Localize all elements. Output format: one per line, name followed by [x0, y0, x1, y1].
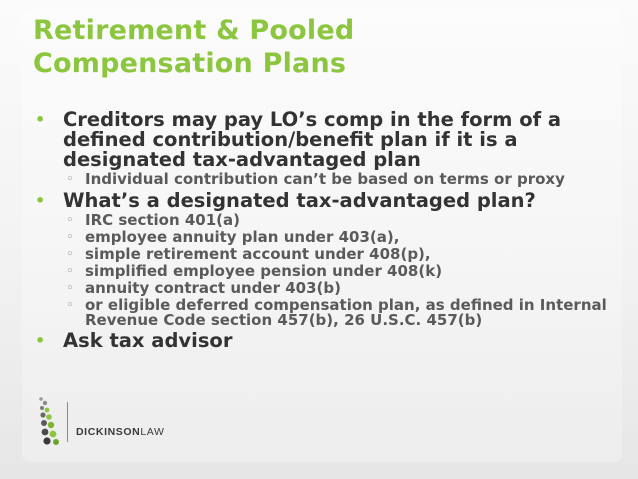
- sub-bullet-ring-icon: ◦: [66, 247, 74, 262]
- sub-bullet-ring-icon: ◦: [66, 298, 74, 313]
- logo-text-light: LAW: [140, 426, 165, 438]
- sub-bullet: [33, 281, 613, 296]
- sub-bullet-text: simplified employee pension under 408(k): [85, 262, 443, 280]
- sub-bullet: [33, 213, 613, 228]
- bullet-dot-icon: •: [35, 331, 46, 350]
- title-line-2: Compensation Plans: [33, 48, 347, 79]
- bullet-text: Creditors may pay LO’s comp in the form of a defined contribution/benefit plan if it is a designated tax-advantaged plan: [63, 108, 562, 171]
- sub-bullet: [33, 230, 613, 245]
- sub-bullet-text: Individual contribution can’t be based on terms or proxy: [85, 170, 565, 188]
- sub-bullet-ring-icon: ◦: [66, 230, 74, 245]
- sub-bullet: [33, 298, 613, 328]
- sub-bullet-ring-icon: ◦: [66, 281, 74, 296]
- logo-wordmark: [76, 426, 165, 438]
- bullet-ask-advisor: [33, 331, 613, 351]
- sub-bullet-text: simple retirement account under 408(p),: [85, 245, 431, 263]
- dots-logo-icon: [34, 394, 64, 448]
- sub-list-creditors: [33, 172, 613, 187]
- sub-bullet: [33, 247, 613, 262]
- slide-content: [33, 110, 613, 351]
- logo-divider: [67, 402, 68, 442]
- bullet-designated-plan: [33, 191, 613, 211]
- footer-logo: [34, 394, 204, 450]
- sub-bullet-text: IRC section 401(a): [85, 211, 241, 229]
- sub-bullet-text: or eligible deferred compensation plan, as defined in Internal Revenue Code section 457(b), 26 U.S.C. 457(b): [85, 296, 607, 329]
- sub-bullet: [33, 264, 613, 279]
- logo-text-bold: DICKINSON: [76, 426, 141, 438]
- title-line-1: Retirement & Pooled: [33, 15, 355, 46]
- sub-bullet-ring-icon: ◦: [66, 172, 74, 187]
- bullet-text: Ask tax advisor: [63, 329, 233, 352]
- sub-bullet: [33, 172, 613, 187]
- sub-bullet-text: employee annuity plan under 403(a),: [85, 228, 400, 246]
- bullet-dot-icon: •: [35, 110, 46, 129]
- slide-title: [33, 14, 593, 80]
- sub-bullet-text: annuity contract under 403(b): [85, 279, 341, 297]
- sub-list-plans: [33, 213, 613, 328]
- bullet-dot-icon: •: [35, 191, 46, 210]
- sub-bullet-ring-icon: ◦: [66, 213, 74, 228]
- bullet-text: What’s a designated tax-advantaged plan?: [63, 189, 536, 212]
- bullet-creditors: [33, 110, 613, 170]
- sub-bullet-ring-icon: ◦: [66, 264, 74, 279]
